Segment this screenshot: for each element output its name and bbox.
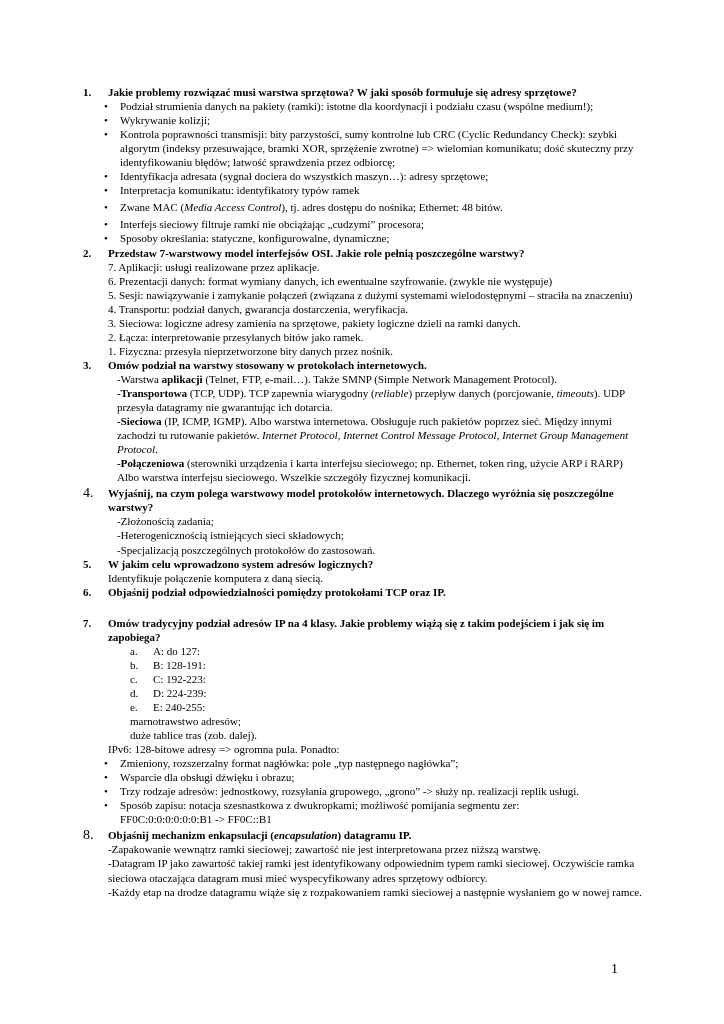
answer-line: -Złożonością zadania; — [117, 516, 214, 529]
question-title: ) datagramu IP. — [337, 830, 412, 843]
list-item — [83, 673, 643, 687]
list-item — [83, 659, 643, 673]
answer-line: -Każdy etap na drodze datagramu wiąże się z rozpakowaniem ramki sieciowej a następnie wysłaniem go w nowej ramce. — [108, 886, 642, 899]
list-item — [83, 100, 643, 114]
list-item — [83, 785, 643, 799]
answer-text: ). UDP przesyła datagramy nie gwarantując ich dotarcia. — [117, 387, 625, 415]
question-7 — [83, 617, 643, 645]
question-number: 7. — [83, 617, 92, 630]
list-item — [83, 701, 643, 715]
answer-line: -Datagram IP jako zawartość takiej ramki jest identyfikowany odpowiednim typem ramki sieciowej. Oczywiście ramka sieciowa otaczająca datagram musi mieć wyspecyfikowany adres sprzętowy odbiorcy. — [108, 858, 635, 885]
question-8 — [83, 829, 643, 843]
list-item — [83, 114, 643, 128]
question-title: Wyjaśnij, na czym polega warstwowy model protokołów internetowych. Dlaczego wyróżnia się poszczególne warstwy? — [108, 488, 614, 515]
list-item-text: ), tj. adres dostępu do nośnika; Ethernet: 48 bitów. — [281, 202, 503, 215]
list-item-text: Sposób zapisu: notacja szesnastkowa z dwukropkami; możliwość pomijania segmentu zer: — [120, 800, 520, 813]
answer-text: (TCP, UDP). TCP zapewnia wiarygodny ( — [187, 387, 375, 400]
list-item — [83, 170, 643, 184]
bullet-icon: • — [104, 233, 108, 246]
answer-text-italic: timeouts — [556, 387, 594, 400]
list-item-text-italic: Media Access Control — [184, 202, 282, 215]
answer-line: -Specjalizacją poszczególnych protokołów do zastosowań. — [117, 544, 376, 557]
hex-example: FF0C:0:0:0:0:0:0:B1 -> FF0C::B1 — [120, 814, 272, 827]
list-item — [83, 201, 643, 215]
list-item-text: B: 128-191: — [153, 659, 206, 672]
question-5 — [83, 558, 643, 572]
question-4 — [83, 487, 643, 515]
answer-text-italic: reliable — [374, 387, 409, 400]
list-item — [83, 771, 643, 785]
list-item-text: Zwane MAC ( — [120, 202, 185, 215]
question-number: 3. — [83, 359, 92, 372]
question-number: 5. — [83, 558, 92, 571]
list-item-text: Interfejs sieciowy filtruje ramki nie obciążając „cudzymi” procesora; — [120, 219, 424, 232]
answer-line: 5. Sesji: nawiązywanie i zamykanie połączeń (związana z dużymi systemami wielodostępnymi – straciła na znaczeniu) — [108, 289, 633, 302]
list-marker: a. — [130, 645, 138, 658]
answer-line: Identyfikuje połączenie komputera z daną siecią. — [108, 572, 324, 585]
layer-name: -Połączeniowa — [117, 458, 185, 471]
list-item — [83, 232, 643, 246]
list-item — [83, 128, 643, 170]
answer-text: (Telnet, FTP, e-mail…). Także SMNP (Simple Network Management Protocol). — [202, 373, 557, 386]
list-marker: d. — [130, 687, 139, 700]
question-number: 2. — [83, 247, 92, 260]
list-item-text: Zmieniony, rozszerzalny format nagłówka: pole „typ następnego nagłówka”; — [120, 758, 459, 771]
question-title: W jakim celu wprowadzono system adresów logicznych? — [108, 558, 374, 571]
list-marker: b. — [130, 659, 139, 672]
list-item — [83, 184, 643, 198]
bullet-icon: • — [104, 219, 108, 232]
list-item — [83, 799, 643, 813]
list-item-text: Trzy rodzaje adresów: jednostkowy, rozsyłania grupowego, „grono” -> służy np. realizacji replik usługi. — [120, 786, 580, 799]
question-number: 8. — [83, 828, 94, 844]
list-item-text: D: 224-239: — [153, 687, 207, 700]
list-marker: c. — [130, 673, 138, 686]
question-title: Jakie problemy rozwiązać musi warstwa sprzętowa? W jaki sposób formułuje się adresy sprzętowe? — [108, 87, 577, 99]
bullet-icon: • — [104, 800, 108, 813]
bullet-icon: • — [104, 758, 108, 771]
question-number: 4. — [83, 486, 94, 502]
list-item-text: Wsparcie dla obsługi dźwięku i obrazu; — [120, 772, 295, 785]
list-item — [83, 757, 643, 771]
answer-line: -Heterogenicznością istniejących sieci składowych; — [117, 530, 344, 543]
answer-line: marnotrawstwo adresów; — [130, 716, 241, 729]
layer-network — [83, 415, 643, 457]
question-title: Omów tradycyjny podział adresów IP na 4 klasy. Jakie problemy wiążą się z takim podejściem i jak się im zapobiega? — [108, 617, 605, 644]
list-item-text: Wykrywanie kolizji; — [120, 115, 211, 128]
layer-name: -Sieciowa — [117, 416, 162, 429]
layer-name: aplikacji — [161, 373, 203, 386]
answer-line: 3. Sieciowa: logiczne adresy zamienia na sprzętowe, pakiety logiczne dzieli na ramki danych. — [108, 317, 521, 330]
bullet-icon: • — [104, 171, 108, 184]
list-marker: e. — [130, 701, 138, 714]
bullet-icon: • — [104, 786, 108, 799]
answer-text-italic: Internet Protocol, Internet Control Message Protocol, Internet Group Management Protocol — [117, 430, 629, 457]
bullet-icon: • — [104, 185, 108, 198]
document-body — [83, 86, 643, 900]
question-3 — [83, 359, 643, 373]
question-title-italic: encapsulation — [273, 830, 338, 843]
layer-name: -Transportowa — [117, 387, 188, 400]
answer-line: duże tablice tras (zob. dalej). — [130, 730, 258, 743]
question-6 — [83, 586, 643, 600]
answer-line: IPv6: 128-bitowe adresy => ogromna pula. Ponadto: — [108, 744, 340, 757]
list-item-text: Identyfikacja adresata (sygnał dociera do wszystkich maszyn…): adresy sprzętowe; — [120, 171, 489, 184]
list-item-text: C: 192-223: — [153, 673, 206, 686]
layer-application — [83, 373, 643, 387]
answer-text: (IP, ICMP, IGMP). Albo warstwa internetowa. Obsługuje ruch pakietów poprzez sieć. Między innymi zachodzi tu rutowanie pakietów. — [117, 416, 612, 443]
answer-text: ) przepływ danych (porcjowanie, — [408, 387, 557, 400]
list-item-text: A: do 127: — [153, 645, 201, 658]
question-number: 1. — [83, 87, 92, 99]
answer-text: -Warstwa — [117, 373, 162, 386]
bullet-icon: • — [104, 772, 108, 785]
answer-line: 1. Fizyczna: przesyła nieprzetworzone bity danych przez nośnik. — [108, 345, 393, 358]
question-1 — [83, 86, 643, 100]
layer-link — [83, 457, 643, 485]
question-title: Objaśnij mechanizm enkapsulacji ( — [108, 830, 274, 843]
question-title: Przedstaw 7-warstwowy model interfejsów OSI. Jakie role pełnią poszczególne warstwy? — [108, 247, 525, 260]
list-item-text: Podział strumienia danych na pakiety (ramki): istotne dla koordynacji i podziału czasu (wspólne medium!); — [120, 101, 594, 114]
answer-line: 6. Prezentacji danych: format wymiany danych, ich ewentualne szyfrowanie. (zwykle nie występuje) — [108, 275, 553, 288]
bullet-icon: • — [104, 202, 108, 215]
bullet-icon: • — [104, 115, 108, 128]
answer-line: 2. Łącza: interpretowanie przesyłanych bitów jako ramek. — [108, 331, 364, 344]
bullet-icon: • — [104, 129, 108, 142]
list-item-text: Interpretacja komunikatu: identyfikatory typów ramek — [120, 185, 360, 198]
answer-line: 7. Aplikacji: usługi realizowane przez aplikacje. — [108, 261, 320, 274]
question-2 — [83, 247, 643, 261]
list-item-text: Sposoby określania: statyczne, konfigurowalne, dynamiczne; — [120, 233, 390, 246]
question-number: 6. — [83, 586, 92, 599]
answer-text: (sterowniki urządzenia i karta interfejsu sieciowego; np. Ethernet, token ring, użycie ARP i RARP) Albo warstwa interfejsu sieciowego. Wszelkie szczegóły fizycznej komunikacji. — [117, 458, 623, 485]
list-item — [83, 645, 643, 659]
bullet-icon: • — [104, 101, 108, 114]
spacer — [83, 600, 643, 614]
question-title: Omów podział na warstwy stosowany w protokołach internetowych. — [108, 359, 427, 372]
list-item-text: E: 240-255: — [153, 701, 206, 714]
question-title: Objaśnij podział odpowiedzialności pomiędzy protokołami TCP oraz IP. — [108, 586, 446, 599]
answer-line: -Zapakowanie wewnątrz ramki sieciowej; zawartość nie jest interpretowana przez niższą warstwę. — [108, 844, 541, 857]
answer-line — [83, 813, 643, 827]
page-number: 1 — [611, 962, 618, 977]
answer-line: 4. Transportu: podział danych, gwarancja dostarczenia, weryfikacja. — [108, 303, 408, 316]
answer-text: . — [155, 444, 158, 457]
list-item-text: Kontrola poprawności transmisji: bity parzystości, sumy kontrolne lub CRC (Cyclic Redundancy Check): szybki algorytm (indeksy przesuwające, bramki XOR, sprzężenie zwrotne) => wielomian komunikatu; dość skuteczny przy identyfikowaniu błędów; łatwość sprawdzenia przez odbiorcę; — [120, 129, 634, 170]
layer-transport — [83, 387, 643, 415]
list-item — [83, 218, 643, 232]
list-item — [83, 687, 643, 701]
